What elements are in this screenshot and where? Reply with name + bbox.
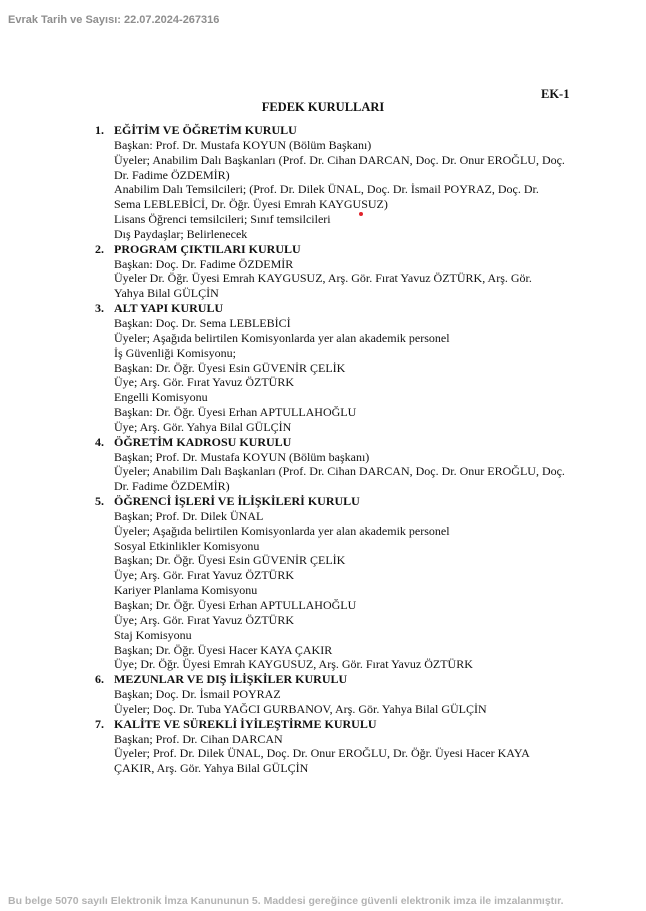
committee-member-line: Başkan; Dr. Öğr. Üyesi Esin GÜVENİR ÇELİK bbox=[114, 553, 346, 568]
committee-member-line: Üyeler; Anabilim Dalı Başkanları (Prof. Dr. Cihan DARCAN, Doç. Dr. Onur EROĞLU, Doç. bbox=[114, 464, 565, 479]
committee-member-line: Yahya Bilal GÜLÇİN bbox=[114, 286, 219, 301]
committee-member-line: Üyeler; Anabilim Dalı Başkanları (Prof. Dr. Cihan DARCAN, Doç. Dr. Onur EROĞLU, Doç. bbox=[114, 152, 565, 167]
committee-member-line: ÇAKIR, Arş. Gör. Yahya Bilal GÜLÇİN bbox=[114, 761, 309, 776]
committee-heading bbox=[95, 672, 565, 687]
committee-section bbox=[95, 242, 565, 301]
committee-member-line: Üye; Arş. Gör. Fırat Yavuz ÖZTÜRK bbox=[114, 375, 294, 390]
committee-member-line: Başkan; Doç. Dr. İsmail POYRAZ bbox=[114, 687, 281, 702]
committee-member-line: Başkan: Doç. Dr. Sema LEBLEBİCİ bbox=[114, 315, 291, 330]
committee-member-line: Başkan: Doç. Dr. Fadime ÖZDEMİR bbox=[114, 256, 294, 271]
committee-title: ÖĞRENCİ İŞLERİ VE İLİŞKİLERİ KURULU bbox=[114, 494, 360, 509]
committee-member-line: Anabilim Dalı Temsilcileri; (Prof. Dr. Dilek ÜNAL, Doç. Dr. İsmail POYRAZ, Doç. Dr. bbox=[114, 182, 539, 197]
committee-member-line: Başkan; Prof. Dr. Cihan DARCAN bbox=[114, 731, 283, 746]
committee-member-line: Başkan: Dr. Öğr. Üyesi Erhan APTULLAHOĞLU bbox=[114, 405, 357, 420]
committee-section bbox=[95, 494, 565, 672]
committee-title: MEZUNLAR VE DIŞ İLİŞKİLER KURULU bbox=[114, 672, 348, 687]
committee-number: 2. bbox=[95, 241, 104, 256]
committee-member-line: Üye; Arş. Gör. Fırat Yavuz ÖZTÜRK bbox=[114, 568, 294, 583]
committee-member-line: Dr. Fadime ÖZDEMİR) bbox=[114, 167, 230, 182]
committee-section bbox=[95, 672, 565, 717]
committee-member-line: Üye; Dr. Öğr. Üyesi Emrah KAYGUSUZ, Arş. Gör. Fırat Yavuz ÖZTÜRK bbox=[114, 657, 473, 672]
committee-heading bbox=[95, 494, 565, 509]
committee-member-line: Başkan: Dr. Öğr. Üyesi Esin GÜVENİR ÇELİK bbox=[114, 360, 346, 375]
committee-member-line: Üyeler; Aşağıda belirtilen Komisyonlarda yer alan akademik personel bbox=[114, 330, 450, 345]
committee-member-line: Üye; Arş. Gör. Fırat Yavuz ÖZTÜRK bbox=[114, 612, 294, 627]
committee-member-line: Başkan; Dr. Öğr. Üyesi Hacer KAYA ÇAKIR bbox=[114, 642, 333, 657]
committee-member-line: Sosyal Etkinlikler Komisyonu bbox=[114, 538, 260, 553]
committee-number: 7. bbox=[95, 716, 104, 731]
committee-number: 5. bbox=[95, 494, 104, 509]
committee-section bbox=[95, 301, 565, 435]
committee-member-line: Üyeler; Prof. Dr. Dilek ÜNAL, Doç. Dr. Onur EROĞLU, Dr. Öğr. Üyesi Hacer KAYA bbox=[114, 746, 530, 761]
committee-member-line: Üye; Arş. Gör. Yahya Bilal GÜLÇİN bbox=[114, 419, 292, 434]
committee-title: ÖĞRETİM KADROSU KURULU bbox=[114, 434, 292, 449]
committee-list bbox=[95, 123, 565, 776]
committee-title: ALT YAPI KURULU bbox=[114, 301, 224, 316]
committee-heading bbox=[95, 717, 565, 732]
committee-title: KALİTE VE SÜREKLİ İYİLEŞTİRME KURULU bbox=[114, 716, 377, 731]
committee-member-line: Başkan: Prof. Dr. Mustafa KOYUN (Bölüm Başkanı) bbox=[114, 137, 372, 152]
committee-member-line: Engelli Komisyonu bbox=[114, 390, 208, 405]
committee-member-line: Staj Komisyonu bbox=[114, 627, 192, 642]
committee-number: 3. bbox=[95, 301, 104, 316]
committee-title: EĞİTİM VE ÖĞRETİM KURULU bbox=[114, 123, 297, 137]
e-signature-notice: Bu belge 5070 sayılı Elektronik İmza Kanununun 5. Maddesi gereğince güvenli elektronik imza ile imzalanmıştır. bbox=[8, 895, 564, 907]
committee-member-line: İş Güvenliği Komisyonu; bbox=[114, 345, 236, 360]
committee-section bbox=[95, 435, 565, 494]
red-mark bbox=[359, 212, 363, 216]
committee-number: 4. bbox=[95, 434, 104, 449]
committee-member-line: Üyeler Dr. Öğr. Üyesi Emrah KAYGUSUZ, Arş. Gör. Fırat Yavuz ÖZTÜRK, Arş. Gör. bbox=[114, 271, 532, 286]
committee-member-line: Üyeler; Aşağıda belirtilen Komisyonlarda yer alan akademik personel bbox=[114, 523, 450, 538]
committee-number: 1. bbox=[95, 123, 104, 137]
committee-number: 6. bbox=[95, 672, 104, 687]
committee-member-line: Lisans Öğrenci temsilcileri; Sınıf temsilcileri bbox=[114, 212, 331, 227]
committee-heading bbox=[95, 435, 565, 450]
committee-member-line: Başkan; Prof. Dr. Mustafa KOYUN (Bölüm başkanı) bbox=[114, 449, 370, 464]
committee-member-line: Başkan; Dr. Öğr. Üyesi Erhan APTULLAHOĞLU bbox=[114, 598, 357, 612]
committee-heading bbox=[95, 242, 565, 257]
committee-section bbox=[95, 123, 565, 242]
committee-section bbox=[95, 717, 565, 776]
committee-heading bbox=[95, 123, 565, 138]
document-title: FEDEK KURULLARI bbox=[261, 100, 385, 114]
committee-title: PROGRAM ÇIKTILARI KURULU bbox=[114, 241, 301, 256]
committee-member-line: Başkan; Prof. Dr. Dilek ÜNAL bbox=[114, 508, 264, 523]
committee-member-line: Kariyer Planlama Komisyonu bbox=[114, 583, 258, 598]
document-date-number: Evrak Tarih ve Sayısı: 22.07.2024-267316 bbox=[8, 14, 220, 26]
committee-member-line: Üyeler; Doç. Dr. Tuba YAĞCI GURBANOV, Arş. Gör. Yahya Bilal GÜLÇİN bbox=[114, 701, 487, 716]
committee-member-line: Sema LEBLEBİCİ, Dr. Öğr. Üyesi Emrah KAYGUSUZ) bbox=[114, 197, 388, 212]
annex-label: EK-1 bbox=[541, 87, 570, 101]
committee-heading bbox=[95, 301, 565, 316]
committee-member-line: Dr. Fadime ÖZDEMİR) bbox=[114, 479, 230, 494]
committee-member-line: Dış Paydaşlar; Belirlenecek bbox=[114, 226, 248, 241]
